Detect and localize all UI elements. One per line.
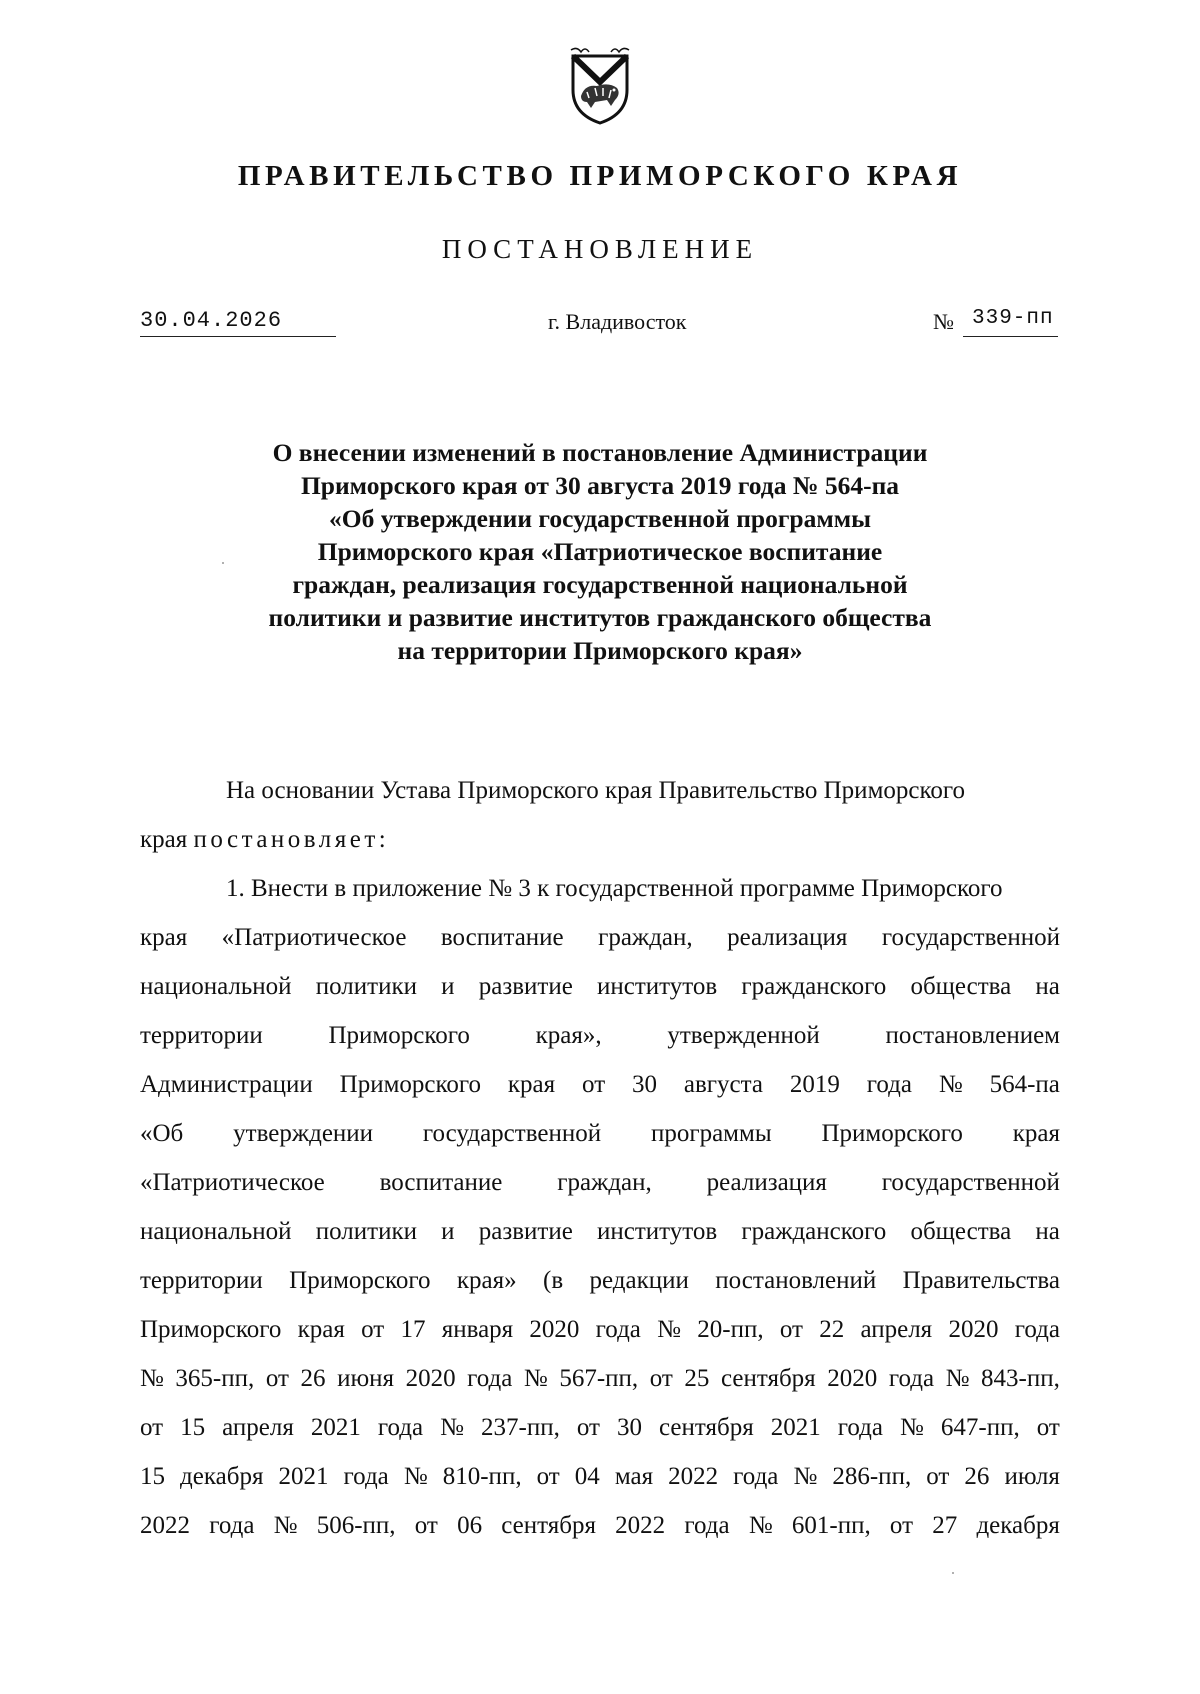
word: 365-пп, (175, 1365, 255, 1392)
paragraph-line (140, 1011, 1060, 1060)
word: «Патриотическое (140, 1169, 325, 1196)
word: № (793, 1463, 818, 1490)
paragraph-line (140, 1403, 1060, 1452)
word: 506-пп, (316, 1512, 396, 1539)
word: края (140, 924, 188, 951)
word: края (297, 1316, 345, 1343)
word: от (582, 1071, 606, 1098)
word: и (441, 1218, 455, 1245)
word: 2019 (789, 1071, 840, 1098)
word: развитие (478, 1218, 573, 1245)
word: 2020 (827, 1365, 878, 1392)
word: № (657, 1316, 682, 1343)
word: № (140, 1365, 164, 1392)
paragraph-line (140, 1158, 1060, 1207)
word: апреля (222, 1414, 294, 1441)
document-body (140, 766, 1060, 1550)
word: развитие (478, 973, 573, 1000)
word: институтов (597, 973, 718, 1000)
paragraph-line (140, 1305, 1060, 1354)
subject-line: «Об утверждении государственной программы (329, 504, 871, 533)
word: 237-пп, (481, 1414, 560, 1441)
preamble-word: края (140, 826, 188, 853)
preamble-line (140, 815, 1060, 864)
word: национальной (140, 1218, 292, 1245)
word: декабря (976, 1512, 1060, 1539)
word: 2020 (529, 1316, 580, 1343)
word: от (265, 1365, 289, 1392)
subject-line: политики и развитие институтов гражданского общества (268, 603, 932, 632)
word: 26 (300, 1365, 326, 1392)
word: № (403, 1463, 428, 1490)
paragraph-line (140, 1256, 1060, 1305)
word: постановлений (715, 1267, 877, 1294)
word: воспитание (440, 924, 564, 951)
word: от (779, 1316, 803, 1343)
word: № (273, 1512, 298, 1539)
word: Приморского (339, 1071, 482, 1098)
preamble-resolves: постановляет: (193, 826, 390, 853)
word: от (361, 1316, 385, 1343)
word: институтов (597, 1218, 718, 1245)
word: территории (140, 1022, 263, 1049)
word: № (938, 1071, 963, 1098)
paragraph-line (140, 962, 1060, 1011)
word: января (441, 1316, 514, 1343)
word: № (748, 1512, 773, 1539)
word: на (1035, 973, 1060, 1000)
word: года (595, 1316, 641, 1343)
word: от (926, 1463, 950, 1490)
word: гражданского (741, 1218, 887, 1245)
word: национальной (140, 973, 292, 1000)
word: года (1014, 1316, 1060, 1343)
document-type: ПОСТАНОВЛЕНИЕ (441, 234, 759, 264)
word: 2020 (948, 1316, 999, 1343)
scan-speck (952, 1572, 954, 1574)
word: 2022 (615, 1512, 666, 1539)
word: территории (140, 1267, 263, 1294)
word: года (837, 1414, 883, 1441)
word: 04 (574, 1463, 600, 1490)
word: 843-пп, (981, 1365, 1060, 1392)
word: граждан, (557, 1169, 652, 1196)
word: 2022 (140, 1512, 190, 1539)
word: реализация (727, 924, 848, 951)
word: общества (910, 973, 1012, 1000)
word: края» (456, 1267, 517, 1294)
word: от (414, 1512, 438, 1539)
word: 15 (140, 1463, 165, 1490)
word: края (1012, 1120, 1060, 1147)
word: общества (910, 1218, 1012, 1245)
word: Приморского (821, 1120, 963, 1147)
paragraph-line (140, 1501, 1060, 1550)
word: года (209, 1512, 255, 1539)
word: 17 (400, 1316, 426, 1343)
word: утвержденной (667, 1022, 820, 1049)
word: сентября (659, 1414, 754, 1441)
word: апреля (860, 1316, 933, 1343)
word: 06 (457, 1512, 483, 1539)
word: мая (614, 1463, 654, 1490)
word: года (684, 1512, 730, 1539)
word: августа (683, 1071, 763, 1098)
word: Администрации (140, 1071, 313, 1098)
word: 30 (617, 1414, 642, 1441)
word: государственной (881, 1169, 1060, 1196)
word: 2020 (405, 1365, 456, 1392)
number-sign: № (933, 309, 954, 334)
subject-line: граждан, реализация государственной национальной (292, 570, 908, 599)
word: Правительства (902, 1267, 1060, 1294)
word: 601-пп, (791, 1512, 871, 1539)
preamble-line: На основании Устава Приморского края Правительство Приморского (226, 777, 965, 804)
word: государственной (422, 1120, 602, 1147)
word: граждан, (598, 924, 693, 951)
word: 647-пп, (940, 1414, 1020, 1441)
government-title: ПРАВИТЕЛЬСТВО ПРИМОРСКОГО КРАЯ (237, 160, 963, 192)
word: сентября (501, 1512, 596, 1539)
word: года (343, 1463, 389, 1490)
word: № (523, 1365, 548, 1392)
word: Приморского (328, 1022, 470, 1049)
word: 810-пп, (442, 1463, 522, 1490)
word: (в (543, 1267, 564, 1294)
word: 25 (684, 1365, 710, 1392)
document-subject (220, 436, 980, 667)
word: 15 (180, 1414, 206, 1441)
word: года (866, 1071, 912, 1098)
paragraph-line (140, 1060, 1060, 1109)
word: гражданского (741, 973, 887, 1000)
subject-line: Приморского края «Патриотическое воспитание (317, 537, 883, 566)
document-city: г. Владивосток (548, 309, 687, 334)
word: года (733, 1463, 779, 1490)
subject-line: О внесении изменений в постановление Администрации (272, 438, 928, 467)
paragraph-line: 1. Внести в приложение № 3 к государственной программе Приморского (226, 875, 1003, 902)
word: года (467, 1365, 513, 1392)
word: на (1035, 1218, 1060, 1245)
word: года (888, 1365, 935, 1392)
word: края», (535, 1022, 602, 1049)
paragraph-line (140, 1452, 1060, 1501)
document-number: 339-пп (972, 307, 1054, 330)
word: июня (337, 1365, 394, 1392)
word: от (1036, 1414, 1060, 1441)
word: 564-па (989, 1071, 1060, 1098)
scan-speck (222, 562, 224, 564)
subject-line: Приморского края от 30 августа 2019 года № 564-па (300, 471, 900, 500)
paragraph-line (140, 1354, 1060, 1403)
word: 2021 (770, 1414, 821, 1441)
word: от (140, 1414, 164, 1441)
word: 2021 (310, 1414, 361, 1441)
word: 22 (819, 1316, 845, 1343)
word: «Патриотическое (221, 924, 407, 951)
word: года (377, 1414, 424, 1441)
paragraph-line (140, 913, 1060, 962)
word: сентября (720, 1365, 816, 1392)
word: постановлением (885, 1022, 1060, 1049)
word: Приморского (289, 1267, 431, 1294)
word: реализация (706, 1169, 827, 1196)
word: 2022 (668, 1463, 719, 1490)
word: редакции (589, 1267, 689, 1294)
word: 567-пп, (559, 1365, 639, 1392)
word: 2021 (278, 1463, 329, 1490)
word: от (889, 1512, 914, 1539)
document-date: 30.04.2026 (140, 308, 283, 333)
word: политики (315, 973, 417, 1000)
word: № (900, 1414, 924, 1441)
date-underline (140, 336, 336, 337)
word: 30 (632, 1071, 658, 1098)
word: 286-пп, (832, 1463, 912, 1490)
subject-line: на территории Приморского края» (397, 636, 803, 665)
word: и (441, 973, 455, 1000)
paragraph-line (140, 1207, 1060, 1256)
number-underline (963, 336, 1058, 337)
word: от (576, 1414, 600, 1441)
coat-of-arms-icon (567, 44, 633, 126)
word: политики (315, 1218, 417, 1245)
word: 26 (964, 1463, 990, 1490)
word: края (507, 1071, 556, 1098)
word: воспитание (379, 1169, 503, 1196)
word: утверждении (233, 1120, 374, 1147)
word: от (649, 1365, 673, 1392)
word: «Об (140, 1120, 184, 1147)
paragraph-line (140, 1109, 1060, 1158)
word: от (536, 1463, 560, 1490)
word: программы (650, 1120, 772, 1147)
word: № (440, 1414, 464, 1441)
word: государственной (881, 924, 1060, 951)
word: 27 (932, 1512, 958, 1539)
word: Приморского (140, 1316, 282, 1343)
word: 20-пп, (697, 1316, 764, 1343)
word: № (945, 1365, 970, 1392)
word: июля (1004, 1463, 1060, 1490)
word: декабря (180, 1463, 264, 1490)
